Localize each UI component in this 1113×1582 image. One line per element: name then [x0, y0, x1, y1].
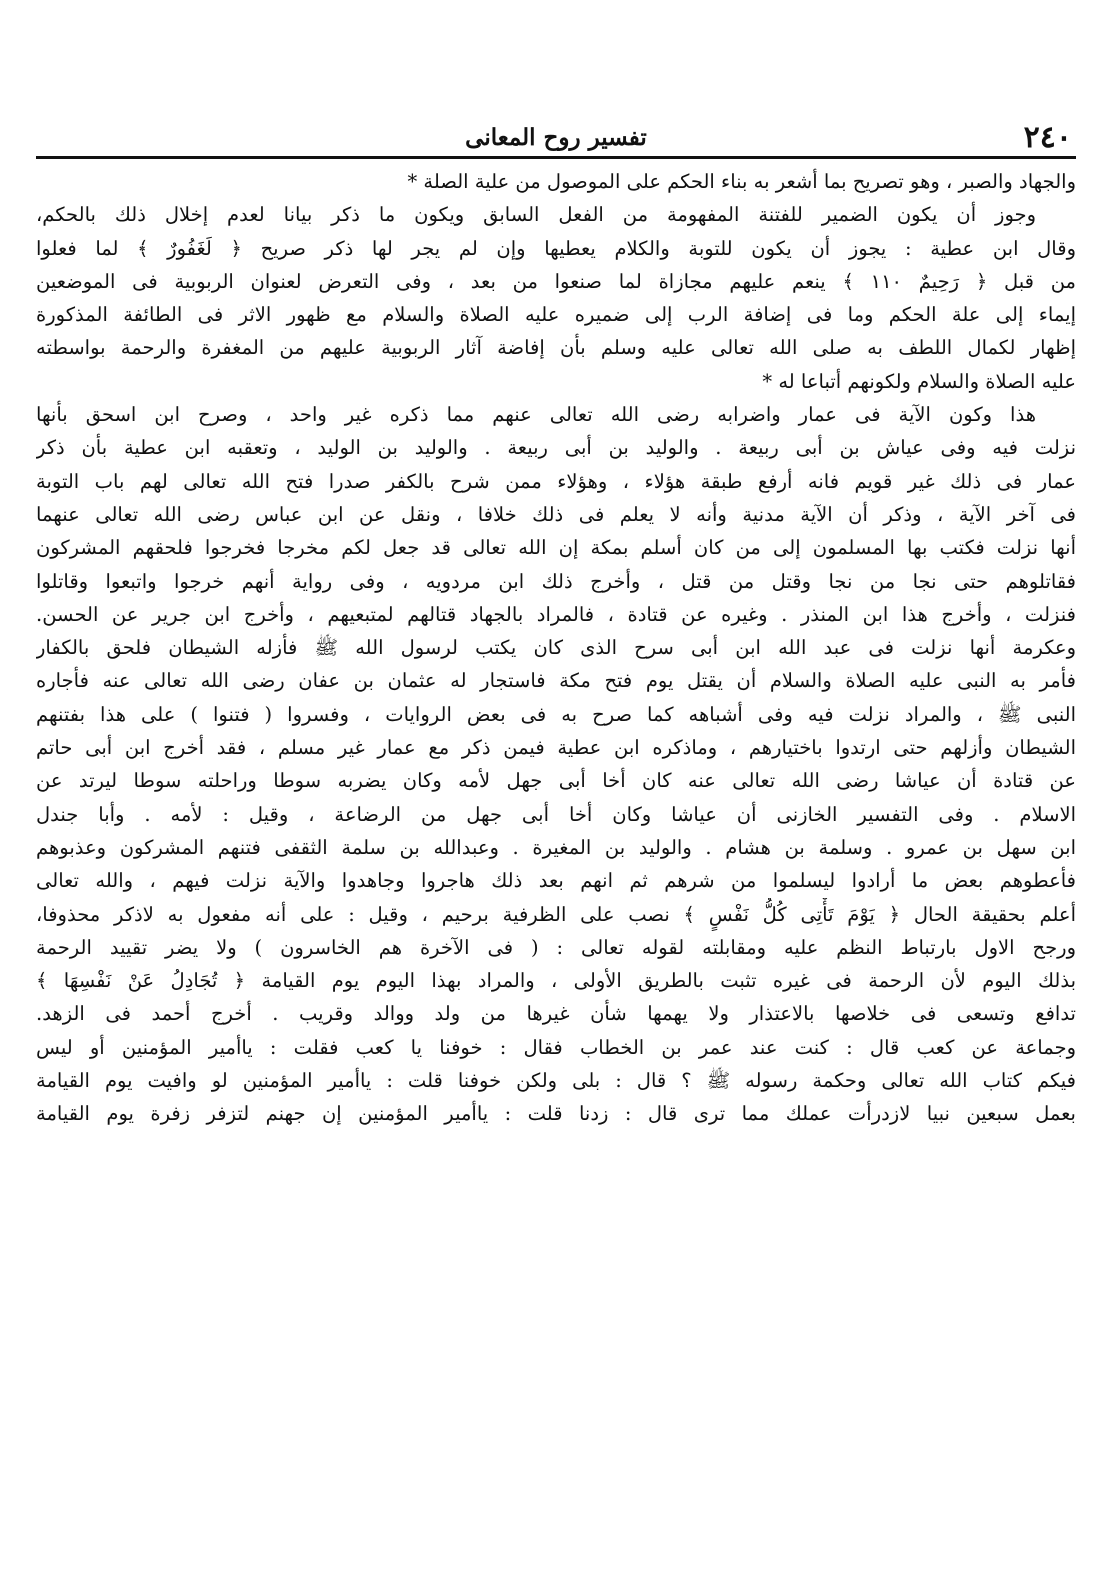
- text-line: فأمر به النبى عليه الصلاة والسلام أن يقتل يوم فتح مكة فاستجار له عثمان بن عفان رضى الله تعالى عنه فأجاره: [36, 669, 1076, 693]
- text-line: فيكم كتاب الله تعالى وحكمة رسوله ﷺ ؟ قال : بلى ولكن خوفنا قلت : ياأمير المؤمنين لو وافيت يوم القيامة: [36, 1069, 1076, 1093]
- text-line: إظهار لكمال اللطف به صلى الله تعالى عليه وسلم بأن إفاضة آثار الربوبية عليهم من المغفرة والرحمة بواسطته: [36, 336, 1076, 360]
- text-line: ابن سهل بن عمرو . وسلمة بن هشام . والوليد بن المغيرة . وعبدالله بن سلمة الثقفى فتنهم المشركون وعذبوهم: [36, 835, 1076, 859]
- text-line: والجهاد والصبر ، وهو تصريح بما أشعر به بناء الحكم على الموصول من علية الصلة *: [407, 170, 1076, 193]
- text-line: الاسلام . وفى التفسير الخازنى أن عياشا وكان أخا أبى جهل من الرضاعة ، وقيل : لأمه . وأبا جندل: [36, 802, 1076, 826]
- text-line: ورجح الاول بارتباط النظم عليه ومقابلته لقوله تعالى : ( فى الآخرة هم الخاسرون ) ولا يضر تقييد الرحمة: [36, 935, 1076, 959]
- text-line: تدافع وتسعى فى خلاصها بالاعتذار ولا يهمها شأن غيرها من ولد ووالد وقريب . أخرج أحمد فى الزهد.: [36, 1002, 1076, 1026]
- text-line: من قبل ﴿ رَحِيمٌ ١١٠ ﴾ ينعم عليهم مجازاة لما صنعوا من بعد ، وفى التعرض لعنوان الربوبية فى الموضعين: [36, 269, 1076, 293]
- book-page: [36, 120, 1076, 1560]
- running-title: تفسير روح المعانى: [465, 124, 647, 151]
- text-line: وعكرمة أنها نزلت فى عبد الله ابن أبى سرح الذى كان يكتب لرسول الله ﷺ فأزله الشيطان فلحق بالكفار: [36, 636, 1076, 660]
- text-line: فنزلت ، وأخرج هذا ابن المنذر . وغيره عن قتادة ، فالمراد بالجهاد قتالهم لمتبعيهم ، وأخرج ابن جرير عن الحسن.: [36, 602, 1076, 626]
- text-line: فأعطوهم بعض ما أرادوا ليسلموا من شرهم ثم انهم بعد ذلك هاجروا وجاهدوا والآية نزلت فيهم ، والله تعالى: [36, 869, 1076, 893]
- text-line: أنها نزلت فكتب بها المسلمون إلى من كان أسلم بمكة إن الله تعالى قد جعل لكم مخرجا فخرجوا فلحقهم المشركون: [36, 536, 1076, 560]
- body-text: [36, 165, 1076, 1131]
- text-line: النبى ﷺ ، والمراد نزلت فيه وفى أشباهه كما صرح به فى بعض الروايات ، وفسروا ( فتنوا ) على هذا بفتنهم: [36, 702, 1076, 726]
- text-line: أعلم بحقيقة الحال ﴿ يَوْمَ تَأْتِى كُلُّ نَفْسٍ ﴾ نصب على الظرفية برحيم ، وقيل : على أنه مفعول به لاذكر محذوفا،: [36, 902, 1076, 926]
- text-line: عليه الصلاة والسلام ولكونهم أتباعا له *: [762, 369, 1076, 393]
- text-line: نزلت فيه وفى عياش بن أبى ربيعة . والوليد بن أبى ربيعة . والوليد بن الوليد ، وتعقبه ابن عطية بأن ذكر: [36, 436, 1076, 460]
- text-line: إيماء إلى علة الحكم وما فى إضافة الرب إلى ضميره عليه الصلاة والسلام مع ظهور الاثر فى الطائفة المذكورة: [36, 303, 1076, 327]
- text-line: بذلك اليوم لأن الرحمة فى غيره تثبت بالطريق الأولى ، والمراد بهذا اليوم يوم القيامة ﴿ تُجَادِلُ عَنْ نَفْسِهَا ﴾: [36, 969, 1076, 993]
- text-line: الشيطان وأزلهم حتى ارتدوا باختيارهم ، وماذكره ابن عطية فيمن ذكر مع عمار غير مسلم ، فقد أخرج ابن أبى حاتم: [36, 736, 1076, 760]
- running-header: [36, 120, 1076, 159]
- text-line: عمار فى ذلك غير قويم فانه أرفع طبقة هؤلاء ، وهؤلاء ممن شرح بالكفر صدرا فتح الله تعالى لهم باب التوبة: [36, 469, 1076, 493]
- text-line: وجوز أن يكون الضمير للفتنة المفهومة من الفعل السابق ويكون ما ذكر بيانا لعدم إخلال ذلك بالحكم،: [36, 203, 1036, 227]
- text-line: فقاتلوهم حتى نجا من نجا وقتل من قتل ، وأخرج ذلك ابن مردويه ، وفى رواية أنهم خرجوا واتبعوا وقاتلوا: [36, 569, 1076, 593]
- text-line: وجماعة عن كعب قال : كنت عند عمر بن الخطاب فقال : خوفنا يا كعب فقلت : ياأمير المؤمنين أو ليس: [36, 1035, 1076, 1059]
- page-number: ٢٤٠: [1023, 120, 1072, 155]
- text-line: فى آخر الآية ، وذكر أن الآية مدنية وأنه لا يعلم فى ذلك خلافا ، ونقل عن ابن عباس رضى الله تعالى عنهما: [36, 502, 1076, 526]
- text-line: هذا وكون الآية فى عمار واضرابه رضى الله تعالى عنهم مما ذكره غير واحد ، وصرح ابن اسحق بأنها: [36, 403, 1036, 427]
- text-line: عن قتادة أن عياشا رضى الله تعالى عنه كان أخا أبى جهل لأمه وكان يضربه سوطا وراحلته سوطا ليرتد عن: [36, 769, 1076, 793]
- text-line: بعمل سبعين نبيا لازدرأت عملك مما ترى قال : زدنا قلت : ياأمير المؤمنين إن جهنم لتزفر زفرة يوم القيامة: [36, 1102, 1076, 1126]
- text-line: وقال ابن عطية : يجوز أن يكون للتوبة والكلام يعطيها وإن لم يجر لها ذكر صريح ﴿ لَغَفُورٌ ﴾ لما فعلوا: [36, 236, 1076, 260]
